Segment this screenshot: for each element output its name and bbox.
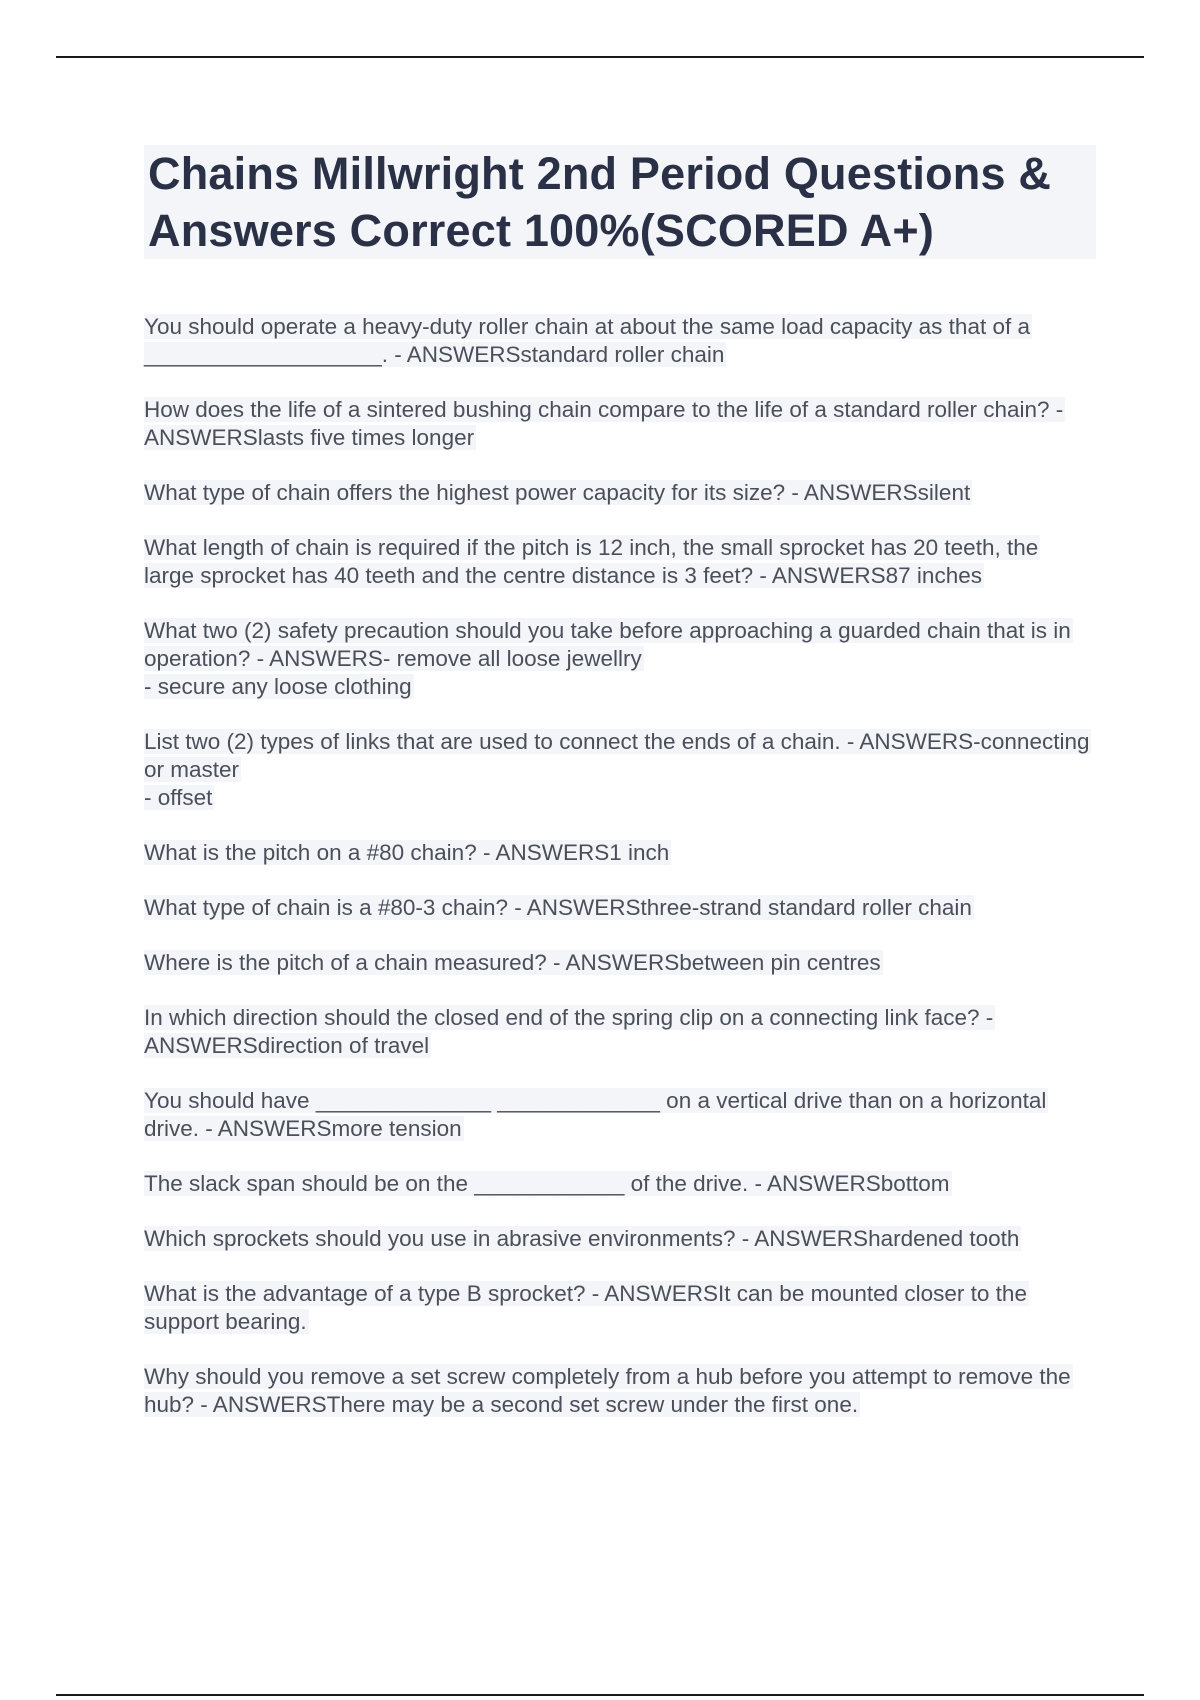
- qa-item: [144, 839, 1094, 867]
- qa-item: [144, 728, 1094, 812]
- footer-rule: [56, 1694, 1144, 1696]
- qa-text: Which sprockets should you use in abrasive environments? - ANSWERShardened tooth: [144, 1226, 1020, 1251]
- title-block: [144, 145, 1096, 259]
- qa-list: [144, 313, 1094, 1446]
- qa-text: Where is the pitch of a chain measured? - ANSWERSbetween pin centres: [144, 950, 881, 975]
- qa-text: You should have ______________ _____________ on a vertical drive than on a horizontal drive. - ANSWERSmore tension: [144, 1088, 1047, 1141]
- qa-text: In which direction should the closed end of the spring clip on a connecting link face? - ANSWERSdirection of travel: [144, 1005, 994, 1058]
- qa-item: [144, 1004, 1094, 1060]
- header-rule: [56, 56, 1144, 58]
- page-title: Chains Millwright 2nd Period Questions & Answers Correct 100%(SCORED A+): [148, 148, 1052, 256]
- qa-item: [144, 1225, 1094, 1253]
- qa-text: How does the life of a sintered bushing chain compare to the life of a standard roller chain? - ANSWERSlasts five times longer: [144, 397, 1064, 450]
- qa-item: [144, 949, 1094, 977]
- qa-text: What length of chain is required if the pitch is 12 inch, the small sprocket has 20 teeth, the large sprocket has 40 teeth and the centre distance is 3 feet? - ANSWERS87 inches: [144, 535, 1039, 588]
- qa-text: You should operate a heavy-duty roller chain at about the same load capacity as that of a ___________________. - ANSWERSstandard roller chain: [144, 314, 1030, 367]
- qa-item: [144, 894, 1094, 922]
- qa-text: What is the advantage of a type B sprocket? - ANSWERSIt can be mounted closer to the support bearing.: [144, 1281, 1027, 1334]
- qa-item: [144, 1363, 1094, 1419]
- qa-item: [144, 534, 1094, 590]
- qa-text: List two (2) types of links that are used to connect the ends of a chain. - ANSWERS-connecting or master - offset: [144, 729, 1090, 810]
- qa-text: What type of chain is a #80-3 chain? - ANSWERSthree-strand standard roller chain: [144, 895, 972, 920]
- qa-item: [144, 1087, 1094, 1143]
- qa-item: [144, 479, 1094, 507]
- qa-item: [144, 313, 1094, 369]
- qa-text: What type of chain offers the highest power capacity for its size? - ANSWERSsilent: [144, 480, 971, 505]
- qa-text: What is the pitch on a #80 chain? - ANSWERS1 inch: [144, 840, 670, 865]
- qa-item: [144, 617, 1094, 701]
- qa-text: What two (2) safety precaution should you take before approaching a guarded chain that is in operation? - ANSWERS- remove all loose jewellry - secure any loose clothing: [144, 618, 1071, 699]
- qa-text: Why should you remove a set screw completely from a hub before you attempt to remove the hub? - ANSWERSThere may be a second set screw under the first one.: [144, 1364, 1071, 1417]
- qa-item: [144, 1280, 1094, 1336]
- qa-item: [144, 1170, 1094, 1198]
- qa-text: The slack span should be on the ____________ of the drive. - ANSWERSbottom: [144, 1171, 950, 1196]
- qa-item: [144, 396, 1094, 452]
